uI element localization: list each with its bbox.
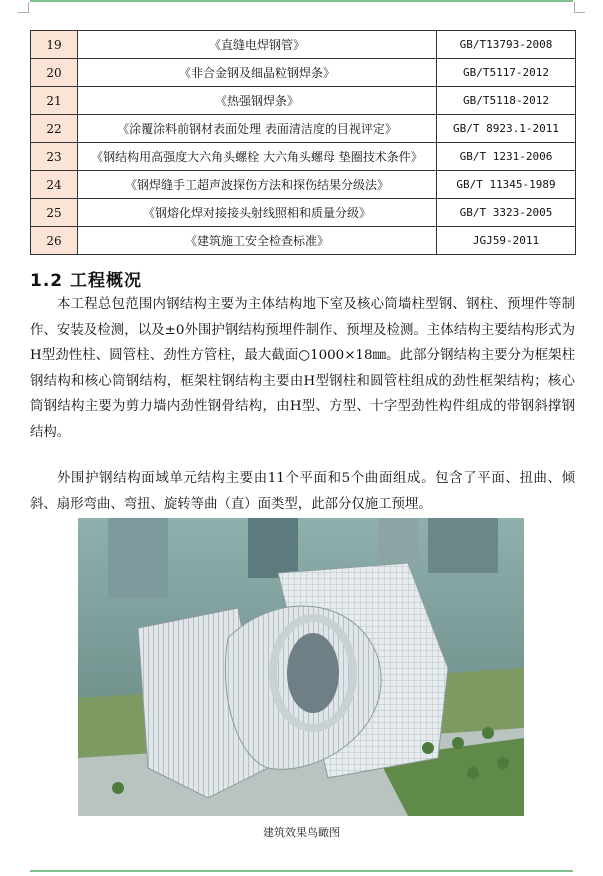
overview-paragraph: 本工程总包范围内钢结构主要为主体结构地下室及核心筒墙柱型钢、钢柱、预埋件等制作、安装及检测，以及±0外围护钢结构预埋件制作、预埋及检测。主体结构主要结构形式为H型劲性柱、圆管柱、劲性方管柱，最大截面○1000×18㎜。此部分钢结构主要分为框架柱钢结构和核心筒钢结构，框架柱钢结构主要由H型钢柱和圆管柱组成的劲性框架结构；核心筒钢结构主要为剪力墙内劲性钢骨结构，由H型、方型、十字型劲性构件组成的带钢斜撑钢结构。 <box>30 297 575 440</box>
building-rendering-image <box>78 518 524 816</box>
standard-name: 《钢结构用高强度大六角头螺栓 大六角头螺母 垫圈技术条件》 <box>78 143 437 171</box>
standard-code: GB/T13793-2008 <box>437 31 576 59</box>
standard-code: GB/T5118-2012 <box>437 87 576 115</box>
row-number: 22 <box>31 115 78 143</box>
standards-table <box>30 30 576 255</box>
row-number: 20 <box>31 59 78 87</box>
standard-code: JGJ59-2011 <box>437 227 576 255</box>
table-row <box>31 31 576 59</box>
table-row <box>31 199 576 227</box>
header-rule <box>30 0 573 2</box>
standard-name: 《建筑施工安全检查标准》 <box>78 227 437 255</box>
figure-caption: 建筑效果鸟瞰图 <box>263 826 340 839</box>
row-number: 23 <box>31 143 78 171</box>
row-number: 19 <box>31 31 78 59</box>
standard-code: GB/T 11345-1989 <box>437 171 576 199</box>
section-heading: 1.2 工程概况 <box>30 271 143 291</box>
crop-mark-top-left <box>18 2 29 13</box>
standard-name: 《直缝电焊钢管》 <box>78 31 437 59</box>
standard-name: 《钢焊缝手工超声波探伤方法和探伤结果分级法》 <box>78 171 437 199</box>
table-row <box>31 143 576 171</box>
table-row <box>31 115 576 143</box>
standard-code: GB/T 1231-2006 <box>437 143 576 171</box>
standard-name: 《涂覆涂料前钢材表面处理 表面清洁度的目视评定》 <box>78 115 437 143</box>
row-number: 26 <box>31 227 78 255</box>
footer-rule <box>30 870 573 872</box>
crop-mark-top-right <box>574 2 585 13</box>
envelope-paragraph: 外围护钢结构面域单元结构主要由11个平面和5个曲面组成。包含了平面、扭曲、倾斜、扇形弯曲、弯扭、旋转等曲（直）面类型，此部分仅施工预埋。 <box>30 471 575 512</box>
standard-name: 《非合金钢及细晶粒钢焊条》 <box>78 59 437 87</box>
standard-name: 《热强钢焊条》 <box>78 87 437 115</box>
table-row <box>31 227 576 255</box>
row-number: 21 <box>31 87 78 115</box>
standard-code: GB/T 8923.1-2011 <box>437 115 576 143</box>
table-row <box>31 171 576 199</box>
table-row <box>31 87 576 115</box>
standard-name: 《钢熔化焊对接接头射线照相和质量分级》 <box>78 199 437 227</box>
row-number: 25 <box>31 199 78 227</box>
standard-code: GB/T5117-2012 <box>437 59 576 87</box>
row-number: 24 <box>31 171 78 199</box>
table-row <box>31 59 576 87</box>
standard-code: GB/T 3323-2005 <box>437 199 576 227</box>
